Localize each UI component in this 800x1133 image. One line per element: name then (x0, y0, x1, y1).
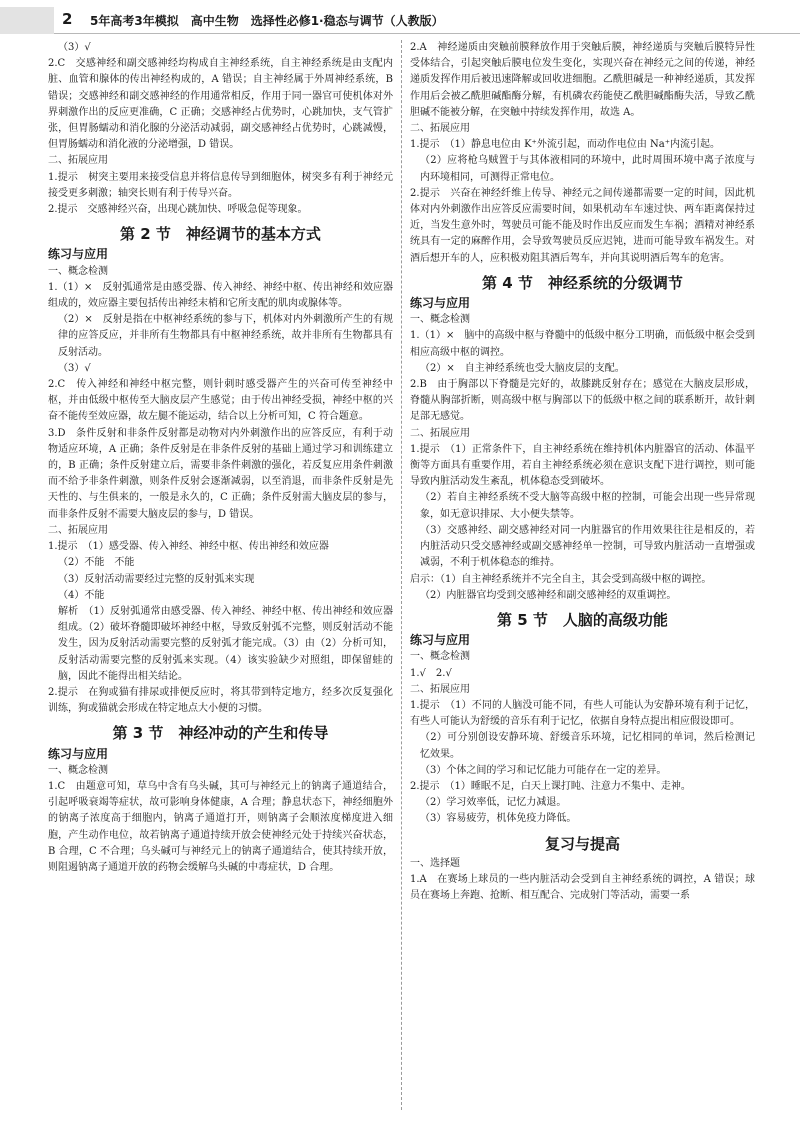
header-rule (54, 33, 800, 34)
answer-item: 启示：（1）自主神经系统并不完全自主，其会受到高级中枢的调控。 (410, 573, 712, 585)
answer-item: 2.B 由于胸部以下脊髓是完好的，故膝跳反射存在；感觉在大脑皮层形成，脊髓从胸部折断，则高级中枢与胸部以下的低级中枢之间的联系断开，故针刺足部无感觉。 (410, 379, 755, 423)
answer-item: （3）交感神经、副交感神经对同一内脏器官的作用效果往往是相反的，若内脏活动只受交感神经或副交感神经单一控制，可导致内脏活动一直增强或减弱，不利于机体稳态的维持。 (420, 524, 755, 569)
section-title: 第 3 节 神经冲动的产生和传导 (112, 724, 329, 743)
answer-item: （2）不能 不能 (58, 557, 135, 569)
answer-item: 1.（1）× 反射弧通常是由感受器、传入神经、神经中枢、传出神经和效应器组成的，效应器主要包括传出神经末梢和它所支配的肌肉或腺体等。 (48, 281, 393, 310)
section-title: 复习与提高 (544, 834, 620, 853)
answer-item: 1.提示 （1）感受器、传入神经、神经中枢、传出神经和效应器 (48, 541, 329, 553)
category-label: 一、概念检测 (410, 314, 470, 326)
answer-item: （2）内脏器官均受到交感神经和副交感神经的双重调控。 (420, 589, 677, 601)
answer-item: （2）可分别创设安静环境、舒缓音乐环境，记忆相同的单词，然后检测记忆效果。 (420, 732, 755, 760)
answer-item: （2）学习效率低，记忆力减退。 (420, 797, 567, 809)
answer-item: 1.√ 2.√ (410, 667, 452, 679)
answer-item: （3）√ (58, 362, 91, 374)
answer-item: （2）× 反射是指在中枢神经系统的参与下，机体对内外刺激所产生的有规律的应答反应，并非所有生物都具有中枢神经系统，故并非所有生物都具有反射活动。 (58, 314, 393, 358)
subsection-title: 练习与应用 (48, 746, 109, 761)
subsection-title: 练习与应用 (410, 633, 471, 648)
explanation: 解析 （1）反射弧通常由感受器、传入神经、神经中枢、传出神经和效应器组成。（2）破坏脊髓即破坏神经中枢，导致反射弧不完整，则反射活动不能发生，因为反射活动需要完整的反射弧才能完成。（3）由（2）分析可知，反射活动需要完整的反射弧来实现。（4）该实验缺少对照组，即保留蛙的脑，因此不能得出相关结论。 (58, 605, 393, 682)
answer-item: 1.A 在赛场上球员的一些内脏活动会受到自主神经系统的调控，A 错误；球员在赛场上奔跑、抢断、相互配合、完成射门等活动，需要一系 (410, 873, 755, 902)
category-label: 二、拓展应用 (48, 524, 108, 536)
section-title: 第 2 节 神经调节的基本方式 (120, 225, 321, 244)
answer-item: 1.提示 树突主要用来接受信息并将信息传导到细胞体，树突多有利于神经元接受更多刺激；轴突长则有利于传导兴奋。 (48, 171, 393, 199)
answer-item: 2.C 传入神经和神经中枢完整，则针刺时感受器产生的兴奋可传至神经中枢，并由低级中枢传至大脑皮层产生感觉；由于传出神经受损，神经中枢的兴奋不能传至效应器，故左腿不能运动，结合以上分析可知，C 符合题意。 (48, 379, 393, 423)
column-divider (401, 40, 402, 1110)
subsection-title: 练习与应用 (48, 247, 109, 262)
subsection-title: 练习与应用 (410, 296, 471, 311)
answer-item: （2）应将枪乌贼置于与其体液相同的环境中，此时周围环境中离子浓度与内环境相同，可测得正常电位。 (420, 155, 755, 183)
running-title: 5年高考3年模拟 高中生物 选择性必修1·稳态与调节（人教版） (90, 14, 444, 28)
left-column (48, 40, 393, 876)
answer-item: 1.提示 （1）静息电位由 K⁺外流引起，而动作电位由 Na⁺内流引起。 (410, 139, 720, 151)
answer-item: （4）不能 (58, 589, 105, 601)
answer-item: 2.提示 在狗或猫有排尿或排便反应时，将其带到特定地方，经多次反复强化训练，狗或猫就会形成在特定地点大小便的习惯。 (48, 686, 393, 715)
answer-item: 2.提示 兴奋在神经纤维上传导、神经元之间传递都需要一定的时间，因此机体对内外刺激作出应答反应需要时间，如果机动车车速过快、两车距离保持过近，当发生意外时，驾驶员可能不能及时作出反应而发生车祸；酒精对神经系统具有一定的麻醉作用，会导致驾驶员反应迟钝，进而可能导致车祸发生。对酒后想开车的人，应积极劝阻其酒后驾车，并向其说明酒后驾车的危害。 (410, 187, 755, 264)
answer-item: 2.A 神经递质由突触前膜释放作用于突触后膜，神经递质与突触后膜特异性受体结合，引起突触后膜电位发生变化，实现兴奋在神经元之间的传递，神经递质发挥作用后被迅速降解或回收进细胞。乙酰胆碱是一种神经递质，其发挥作用后会被乙酰胆碱酯酶分解，有机磷农药能使乙酰胆碱酯酶失活，导致乙酰胆碱不能被分解，在突触中持续发挥作用，故选 A。 (410, 42, 755, 118)
category-label: 一、概念检测 (410, 651, 470, 663)
answer-item: （2）若自主神经系统不受大脑等高级中枢的控制，可能会出现一些异常现象，如无意识排尿、大小便失禁等。 (420, 492, 755, 520)
category-label: 二、拓展应用 (410, 123, 470, 135)
answer-item: 3.D 条件反射和非条件反射都是动物对内外刺激作出的应答反应，有利于动物适应环境，A 正确；条件反射是在非条件反射的基础上通过学习和训练建立的，B 正确；条件反射建立后，需要非条件刺激的强化，若反复应用条件刺激而不给予非条件刺激，则条件反射会逐渐减弱，以至消退，而非条件反射是先天性的、与生俱来的，一般是永久的，C 正确；条件反射需大脑皮层的参与，而非条件反射不需要大脑皮层的参与，D 错误。 (48, 427, 393, 520)
category-label: 二、拓展应用 (410, 427, 470, 439)
answer-item: （3）反射活动需要经过完整的反射弧来实现 (58, 573, 255, 585)
answer-item: 2.提示 交感神经兴奋，出现心跳加快、呼吸急促等现象。 (48, 204, 308, 216)
answer-item: （3）容易疲劳，机体免疫力降低。 (420, 813, 577, 825)
category-label: 二、拓展应用 (410, 683, 470, 695)
page-number: 2 (62, 10, 73, 28)
answer-item: 1.C 由题意可知，草乌中含有乌头碱，其可与神经元上的钠离子通道结合，引起呼吸衰竭等症状，故可影响身体健康，A 合理；静息状态下，神经细胞外的钠离子浓度高于细胞内，钠离子通道打开，则钠离子会顺浓度梯度进入细胞，产生动作电位，故若钠离子通道持续开放会使神经元处于持续兴奋状态，B 合理，C 不合理；乌头碱可与神经元上的钠离子通道结合，使其持续开放，则阻遏钠离子通道开放的药物会缓解乌头碱的中毒症状，D 合理。 (48, 780, 393, 873)
category-label: 二、拓展应用 (48, 155, 108, 167)
answer-item: 1.提示 （1）不同的人脑没可能不同，有些人可能认为安静环境有利于记忆，有些人可能认为舒缓的音乐有利于记忆，依据自身特点提出相应假设即可。 (410, 699, 755, 728)
answer-item: （3）√ (58, 42, 91, 53)
category-label: 一、概念检测 (48, 764, 108, 776)
right-column (410, 40, 755, 904)
answer-item: 1.提示 （1）正常条件下，自主神经系统在维持机体内脏器官的活动、体温平衡等方面具有重要作用，若自主神经系统必须在意识支配下进行调控，则可能导致内脏活动发生紊乱，机体稳态受到破坏。 (410, 443, 755, 488)
section-title: 第 5 节 人脑的高级功能 (497, 610, 668, 629)
category-label: 一、概念检测 (48, 265, 108, 277)
answer-item: 1.（1）× 脑中的高级中枢与脊髓中的低级中枢分工明确，而低级中枢会受到相应高级中枢的调控。 (410, 330, 755, 358)
answer-item: （2）× 自主神经系统也受大脑皮层的支配。 (420, 362, 625, 374)
page-header (0, 0, 800, 34)
answer-item: 2.提示 （1）睡眠不足，白天上课打盹、注意力不集中、走神。 (410, 780, 691, 792)
answer-item: （3）个体之间的学习和记忆能力可能存在一定的差异。 (420, 764, 667, 776)
header-tab (0, 7, 54, 34)
answer-item: 2.C 交感神经和副交感神经均构成自主神经系统，自主神经系统是由支配内脏、血管和腺体的传出神经构成的，A 错误；自主神经属于外周神经系统，B 错误；交感神经和副交感神经的作用通常相反，作用于同一器官可使机体对外界刺激作出的反应更准确，C 正确；交感神经占优势时，心跳加快，支气管扩张，但胃肠蠕动和消化腺的分泌活动减弱，副交感神经占优势时，心跳减慢，但胃肠蠕动和消化液的分泌增强，D 错误。 (48, 58, 393, 151)
category-label: 一、选择题 (410, 857, 460, 869)
section-title: 第 4 节 神经系统的分级调节 (482, 273, 683, 292)
